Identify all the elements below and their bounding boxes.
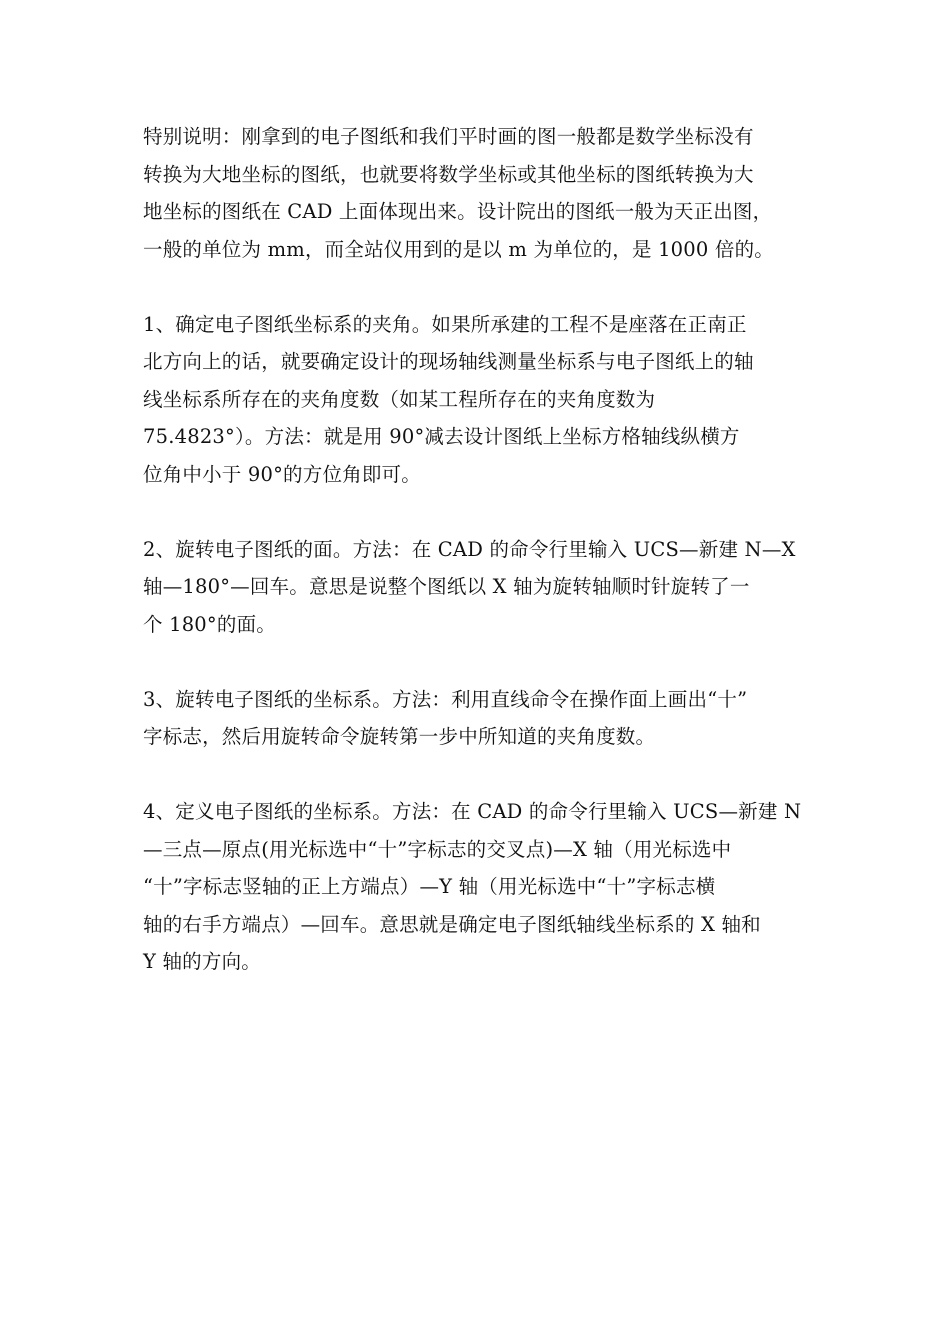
text-line: 个 180°的面。: [143, 612, 276, 636]
paragraph-special-note: [143, 118, 811, 268]
text-line: 转换为大地坐标的图纸，也就要将数学坐标或其他坐标的图纸转换为大: [143, 162, 754, 186]
paragraph-step-3: [143, 681, 811, 756]
text-line: Y 轴的方向。: [143, 950, 261, 973]
text-line: 特别说明：刚拿到的电子图纸和我们平时画的图一般都是数学坐标没有: [143, 125, 754, 148]
paragraph-step-2: [143, 531, 811, 644]
text-line: 1、确定电子图纸坐标系的夹角。如果所承建的工程不是座落在正南正: [143, 312, 747, 336]
text-line: 3、旋转电子图纸的坐标系。方法：利用直线命令在操作面上画出“十”: [143, 687, 748, 711]
text-line: 75.4823°）。方法：就是用 90°减去设计图纸上坐标方格轴线纵横方: [143, 425, 740, 448]
text-line: 轴—180°—回车。意思是说整个图纸以 X 轴为旋转轴顺时针旋转了一: [143, 575, 750, 598]
text-line: 4、定义电子图纸的坐标系。方法：在 CAD 的命令行里输入 UCS—新建 N: [143, 800, 802, 823]
text-line: 线坐标系所存在的夹角度数（如某工程所存在的夹角度数为: [143, 387, 656, 411]
text-line: 北方向上的话，就要确定设计的现场轴线测量坐标系与电子图纸上的轴: [143, 350, 754, 373]
text-line: “十”字标志竖轴的正上方端点）—Y 轴（用光标选中“十”字标志横: [143, 875, 716, 898]
text-line: —三点—原点(用光标选中“十”字标志的交叉点)—X 轴（用光标选中: [143, 837, 732, 861]
text-line: 一般的单位为 mm，而全站仪用到的是以 m 为单位的，是 1000 倍的。: [143, 237, 774, 261]
text-line: 位角中小于 90°的方位角即可。: [143, 462, 421, 486]
paragraph-step-1: [143, 306, 811, 494]
text-line: 字标志，然后用旋转命令旋转第一步中所知道的夹角度数。: [143, 725, 656, 748]
paragraph-step-4: [143, 793, 811, 981]
text-line: 地坐标的图纸在 CAD 上面体现出来。设计院出的图纸一般为天正出图，: [143, 200, 773, 223]
document-body: [143, 118, 811, 1018]
text-line: 轴的右手方端点）—回车。意思就是确定电子图纸轴线坐标系的 X 轴和: [143, 912, 761, 936]
text-line: 2、旋转电子图纸的面。方法：在 CAD 的命令行里输入 UCS—新建 N—X: [143, 537, 796, 561]
